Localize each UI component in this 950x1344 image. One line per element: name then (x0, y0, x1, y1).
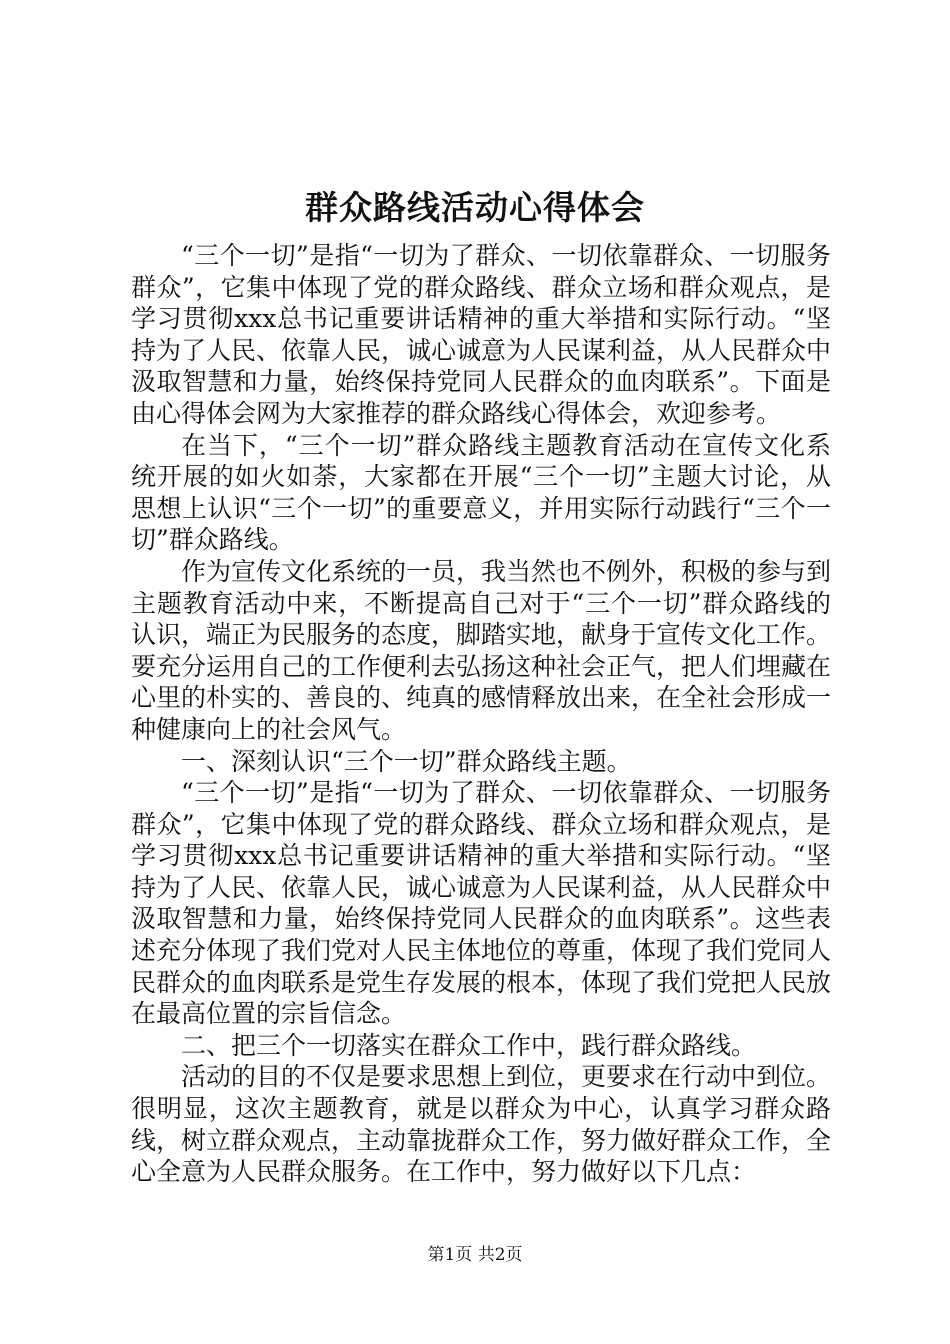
paragraph-member: 作为宣传文化系统的一员，我当然也不例外，积极的参与到主题教育活动中来，不断提高自己对于“三个一切”群众路线的认识，端正为民服务的态度，脚踏实地，献身于宣传文化工作。要充分运用自己的工作便利去弘扬这种社会正气，把人们埋藏在心里的朴实的、善良的、纯真的感情释放出来，在全社会形成一种健康向上的社会风气。 (131, 556, 832, 744)
section-heading-one: 一、深刻认识“三个一切”群众路线主题。 (181, 746, 632, 776)
paragraph-section-two: 活动的目的不仅是要求思想上到位，更要求在行动中到位。很明显，这次主题教育，就是以群众为中心，认真学习群众路线，树立群众观点，主动靠拢群众工作，努力做好群众工作，全心全意为人民群众服务。在工作中，努力做好以下几点： (131, 1062, 832, 1187)
document-body (131, 240, 831, 1188)
document-title: 群众路线活动心得体会 (305, 188, 645, 227)
section-heading-two: 二、把三个一切落实在群众工作中，践行群众路线。 (181, 1030, 757, 1060)
paragraph-intro: “三个一切”是指“一切为了群众、一切依靠群众、一切服务群众”，它集中体现了党的群众路线、群众立场和群众观点，是学习贯彻xxx总书记重要讲话精神的重大举措和实际行动。“坚持为了人民、依靠人民，诚心诚意为人民谋利益，从人民群众中汲取智慧和力量，始终保持党同人民群众的血肉联系”。下面是由心得体会网为大家推荐的群众路线心得体会，欢迎参考。 (131, 241, 832, 428)
page-number-footer: 第1页 共2页 (427, 1245, 523, 1265)
paragraph-current: 在当下，“三个一切”群众路线主题教育活动在宣传文化系统开展的如火如荼，大家都在开展“三个一切”主题大讨论，从思想上认识“三个一切”的重要意义，并用实际行动践行“三个一切”群众路线。 (131, 430, 831, 555)
paragraph-section-one: “三个一切”是指“一切为了群众、一切依靠群众、一切服务群众”，它集中体现了党的群众路线、群众立场和群众观点，是学习贯彻xxx总书记重要讲话精神的重大举措和实际行动。“坚持为了人民、依靠人民，诚心诚意为人民谋利益，从人民群众中汲取智慧和力量，始终保持党同人民群众的血肉联系”。这些表述充分体现了我们党对人民主体地位的尊重，体现了我们党同人民群众的血肉联系是党生存发展的根本，体现了我们党把人民放在最高位置的宗旨信念。 (131, 778, 832, 1029)
